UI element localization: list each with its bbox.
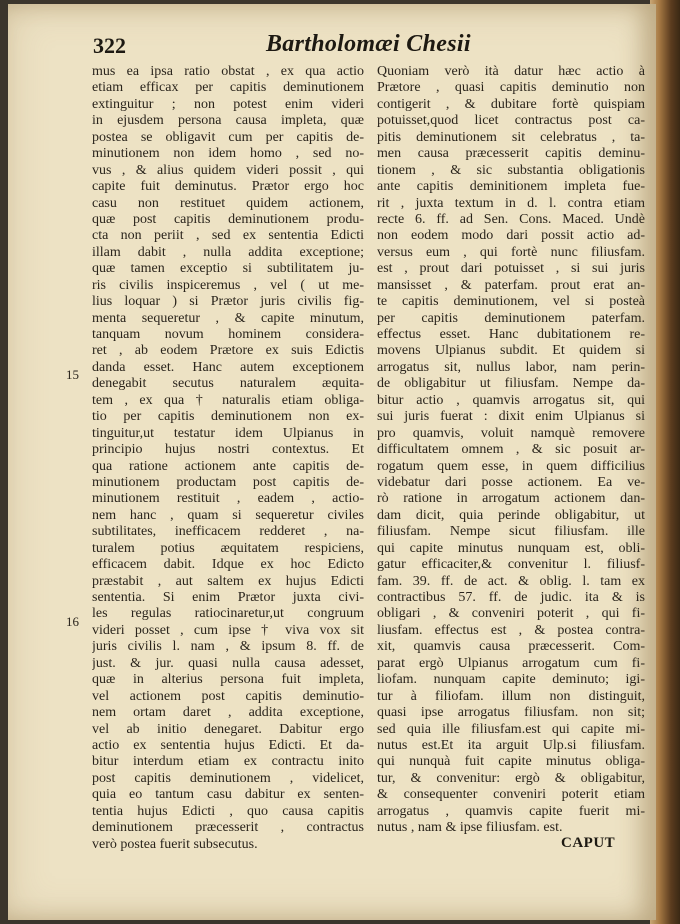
text-line: juris civilis l. nam , & ipsum 8. ff. de [92,639,364,655]
text-line: denegabit secutus naturalem æquita- [92,376,364,392]
text-line: gatur efficaciter,& convenitur l. filiusf- [377,557,645,573]
text-line: qua ratione actionem ante capitis de- [92,458,364,474]
text-line: men causa præcesserit capitis deminu- [377,146,645,162]
text-line: extinguitur ; non potest enim videri [92,96,364,112]
right-text-column [377,64,645,837]
text-line: difficultatem omnem , & sic posuit ar- [377,442,645,458]
text-line: minutionem restituit , eadem , actio- [92,491,364,507]
margin-number: 16 [66,614,79,629]
text-line: versus eum , qui fortè nunc filiusfam. [377,244,645,260]
text-line: tur à filiofam. illum non distinguit, [377,688,645,704]
text-line: nem hanc , quam si sequeretur civiles [92,507,364,523]
text-line: movens Ulpianus subdit. Et quidem si [377,343,645,359]
text-line: quæ post capitis deminutionem produ- [92,211,364,227]
text-line: ret , ab eodem Prætore ex suis Edictis [92,343,364,359]
text-line: mansisset , & paterfam. prout erat an- [377,277,645,293]
text-line: videbatur dari posse actionem. Ea ve- [377,474,645,490]
text-line: principio hujus nostri contextus. Et [92,442,364,458]
text-line: pro quamvis, voluit namquè removere [377,425,645,441]
text-line: illam dabit , nulla addita exceptione; [92,244,364,260]
text-line: tentia hujus Edicti , quo causa capitis [92,803,364,819]
text-line: liofam. nunquam capite deminuto; igi- [377,672,645,688]
text-line: sed quia ille filiusfam.est qui capite mi- [377,721,645,737]
text-line: præstabit , aut saltem ex hujus Edicti [92,573,364,589]
text-line: Quoniam verò ità datur hæc actio à [377,64,645,79]
text-line: vus , & alius quidem videri possit , qui [92,162,364,178]
text-line: subtilitates, inefficacem redderet , na- [92,524,364,540]
text-line: actio ex sententia hujus Edicti. Et da- [92,737,364,753]
text-line: just. & jur. quasi nulla causa adesset, [92,655,364,671]
text-line: turalem potius æquitatem respiciens, [92,540,364,556]
text-line: rit , juxta textum in d. l. contra etiam [377,195,645,211]
text-line: etiam efficax per capitis deminutionem [92,80,364,96]
text-line: vel actionem post capitis deminutio- [92,688,364,704]
book-page [8,4,656,920]
text-line: quæ tamen exceptio si subtilitatem ju- [92,261,364,277]
text-line: parat ergò Ulpianus arrogatum cum fi- [377,655,645,671]
text-line: quia eo tantum casu dabitur ex senten- [92,787,364,803]
text-line: quasi ipse arrogatus filiusfam. non sit; [377,705,645,721]
text-line: liusfam. effectus est , & postea contra- [377,622,645,638]
text-line: filiusfam. Nempe sicut filiusfam. ille [377,524,645,540]
text-line: danda esset. Hanc autem exceptionem [92,359,364,375]
text-line: post capitis deminutionem , videlicet, [92,770,364,786]
text-line: contigerit , & dubitare fortè quispiam [377,96,645,112]
text-line: arrogatus sit, nullus labor, nam perin- [377,359,645,375]
text-line: Prætore , quasi capitis deminutio non [377,80,645,96]
text-line: fam. 39. ff. de act. & oblig. l. tam ex [377,573,645,589]
text-line: recte 6. ff. ad Sen. Cons. Maced. Undè [377,211,645,227]
text-line: tio per capitis deminutionem non ex- [92,409,364,425]
text-line: tanquam novum hominem considera- [92,327,364,342]
margin-number: 15 [66,367,79,382]
text-line: sui juris fuerat : dixit enim Ulpianus si [377,409,645,425]
text-line: dam dicit, quia perinde obligabitur, ut [377,507,645,523]
text-line: qui capite minutus nunquam est, obli- [377,540,645,556]
text-line: deminutionem præcesserit , contractus [92,820,364,836]
text-line: pitis deminutionem sit celebratus , ta- [377,129,645,145]
text-line: rò ratione in arrogatum actionem dan- [377,491,645,507]
text-line: contractibus 57. ff. de judic. ita & is [377,590,645,605]
text-line: tinguitur,ut testatur idem Ulpianus in [92,425,364,441]
running-title: Bartholomæi Chesii [266,31,471,57]
text-line: postea se obligavit cum per capitis de- [92,129,364,145]
text-line: arrogatus , quamvis capite fuerit mi- [377,803,645,819]
text-line: ris civilis inspiceremus , vel ( ut me- [92,277,364,293]
text-line: ante capitis deminitionem impleta fue- [377,179,645,195]
text-line: xit, quamvis causa præcesserit. Com- [377,639,645,655]
text-line: non eodem modo dari possit actio ad- [377,228,645,244]
text-line: tionem , & sic substantia obligationis [377,162,645,178]
text-line: effectus esset. Hanc dubitationem re- [377,327,645,342]
text-line: de obligabitur ut filiusfam. Nempe da- [377,376,645,392]
text-line: bitur interdum etiam ex contractu inito [92,754,364,770]
catchword: CAPUT [561,835,616,851]
text-line: est , prout dari potuisset , si sui juris [377,261,645,277]
text-line: in ejusdem persona causa impleta, quæ [92,113,364,129]
text-line: tur, & convenitur: ergò & obligabitur, [377,770,645,786]
text-line: sententia. Si enim Prætor juxta civi- [92,590,364,605]
text-line: nem ortam daret , addita exceptione, [92,705,364,721]
text-line: nutus , nam & ipse filiusfam. est. [377,820,563,836]
left-text-column [92,64,364,853]
text-line: quæ in alterius persona fuit impleta, [92,672,364,688]
text-line: minutionem non idem homo , sed no- [92,146,364,162]
text-line: tem , ex qua † naturalis etiam obliga- [92,392,364,408]
text-line: per capitis deminutionem paterfam. [377,310,645,326]
text-line: nutus est.Et ita arguit Ulp.si filiusfam. [377,737,645,753]
text-line: minutionem productam post capitis de- [92,474,364,490]
text-line: potuisset,quod licet contractus post ca- [377,113,645,129]
text-line: capite fuit deminutus. Prætor ergo hoc [92,179,364,195]
text-line: te capitis deminutionem, vel si posteà [377,294,645,310]
text-line: cta non periit , sed ex sententia Edicti [92,228,364,244]
text-line: videri posset , cum ipse † viva vox sit [92,622,364,638]
page-number: 322 [93,33,126,58]
text-line: & consequenter conveniri poterit etiam [377,787,645,803]
text-line: menta sequeretur , & capite minutum, [92,310,364,326]
text-line: vel ab initio denegaret. Dabitur ergo [92,721,364,737]
text-line: efficacem dabit. Idque ex hoc Edicto [92,557,364,573]
text-line: rogatum quem esse, in quem difficilius [377,458,645,474]
text-line: bitur actio , quamvis arrogatus sit, qui [377,392,645,408]
text-line: verò postea fuerit subsecutus. [92,836,258,852]
text-line: lius loquar ) si Prætor juris civilis fig- [92,294,364,310]
text-line: les regulas ratiocinaretur,ut congruum [92,606,364,622]
text-line: qui nunquà fuit capite minutus obliga- [377,754,645,770]
text-line: casu non restituet quidem actionem, [92,195,364,211]
text-line: obligari , & conveniri poterit , qui fi- [377,606,645,622]
text-line: mus ea ipsa ratio obstat , ex qua actio [92,64,364,79]
